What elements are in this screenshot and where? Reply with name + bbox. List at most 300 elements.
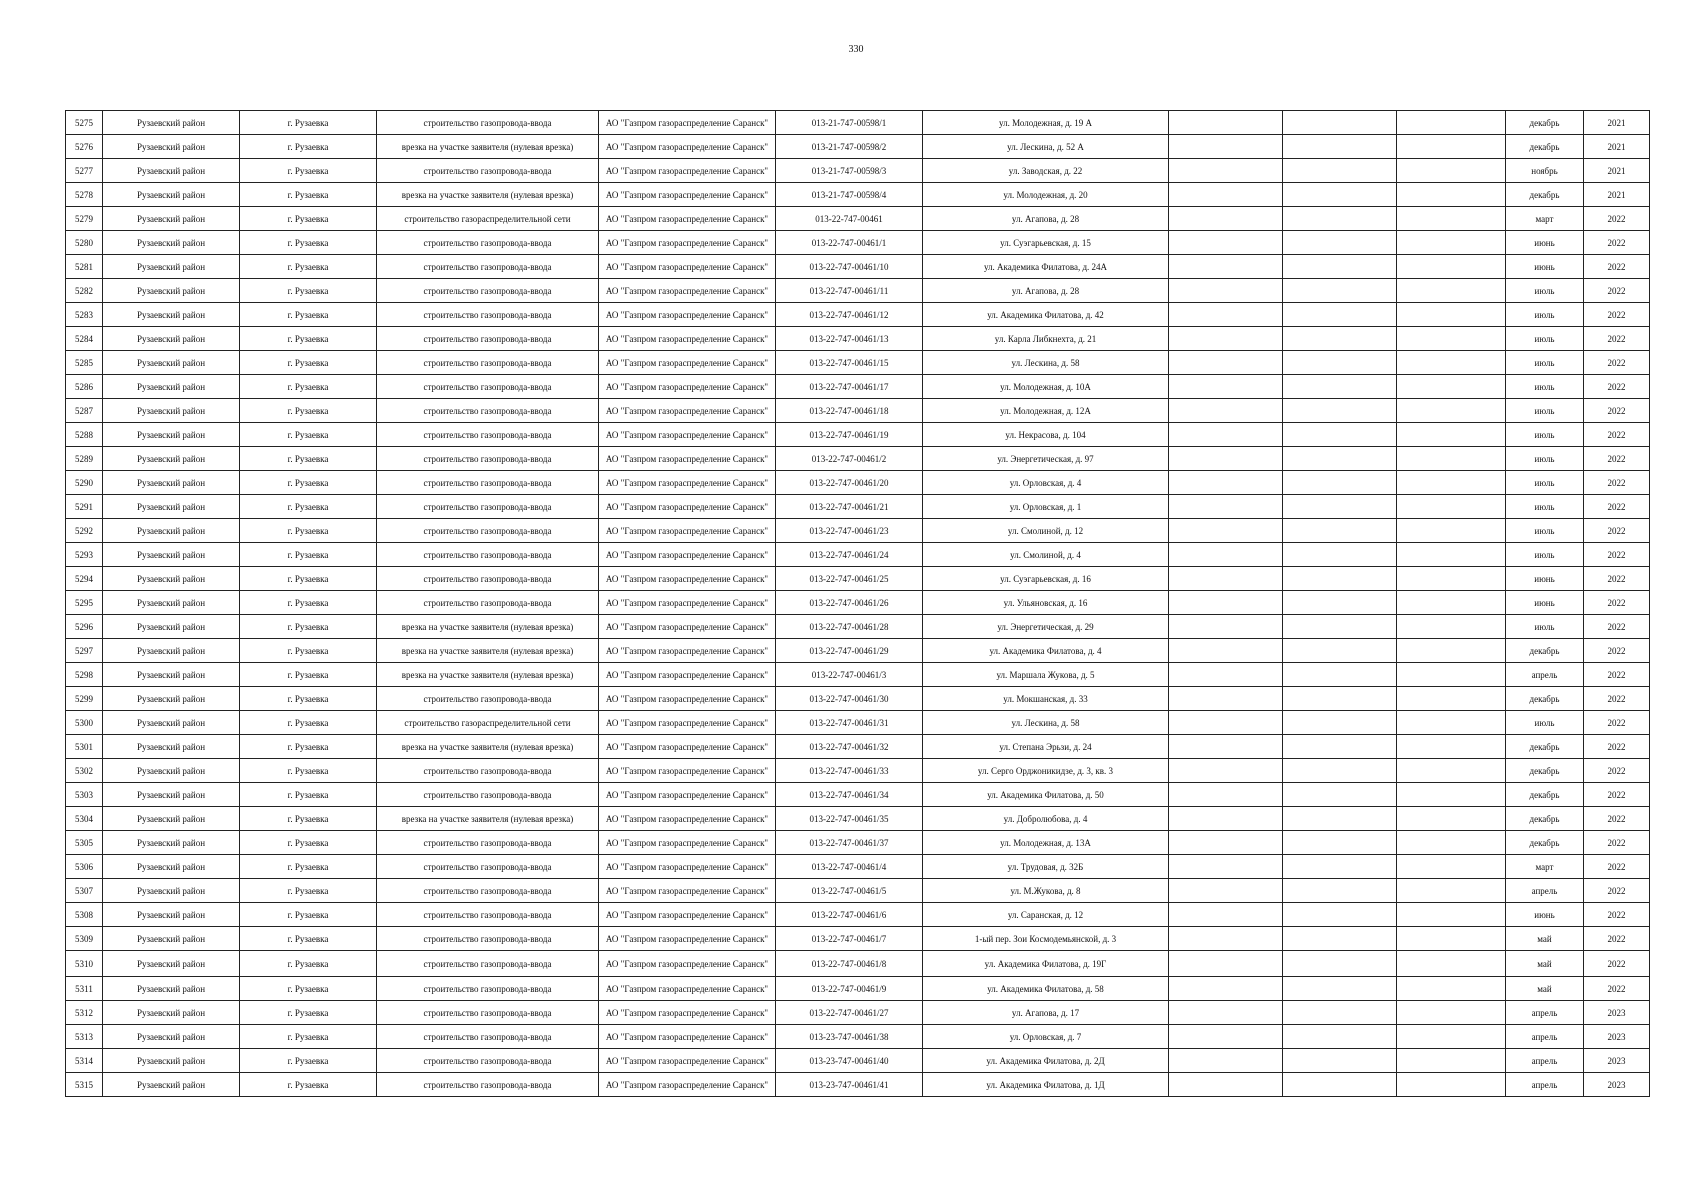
- work-type-cell: строительство газопровода-ввода: [377, 255, 599, 279]
- empty-cell: [1283, 615, 1397, 639]
- month-cell: июнь: [1506, 231, 1584, 255]
- empty-cell: [1283, 351, 1397, 375]
- year-cell: 2022: [1584, 255, 1650, 279]
- application-code-cell: 013-22-747-00461/29: [776, 639, 923, 663]
- application-code-cell: 013-22-747-00461/28: [776, 615, 923, 639]
- town-cell: г. Рузаевка: [240, 423, 377, 447]
- empty-cell: [1397, 977, 1506, 1001]
- address-cell: ул. Орловская, д. 4: [923, 471, 1169, 495]
- year-cell: 2022: [1584, 399, 1650, 423]
- work-type-cell: строительство газопровода-ввода: [377, 783, 599, 807]
- work-type-cell: строительство газопровода-ввода: [377, 1001, 599, 1025]
- town-cell: г. Рузаевка: [240, 687, 377, 711]
- district-cell: Рузаевский район: [103, 519, 240, 543]
- town-cell: г. Рузаевка: [240, 1049, 377, 1073]
- table-row: [66, 111, 1650, 135]
- organization-cell: АО "Газпром газораспределение Саранск": [599, 111, 776, 135]
- row-number-cell: 5277: [66, 159, 103, 183]
- month-cell: июль: [1506, 375, 1584, 399]
- year-cell: 2021: [1584, 111, 1650, 135]
- table-row: [66, 615, 1650, 639]
- empty-cell: [1283, 567, 1397, 591]
- empty-cell: [1283, 735, 1397, 759]
- empty-cell: [1397, 687, 1506, 711]
- address-cell: 1-ый пер. Зои Космодемьянской, д. 3: [923, 927, 1169, 951]
- row-number-cell: 5306: [66, 855, 103, 879]
- row-number-cell: 5305: [66, 831, 103, 855]
- organization-cell: АО "Газпром газораспределение Саранск": [599, 879, 776, 903]
- work-type-cell: строительство газопровода-ввода: [377, 977, 599, 1001]
- organization-cell: АО "Газпром газораспределение Саранск": [599, 447, 776, 471]
- empty-cell: [1283, 1049, 1397, 1073]
- organization-cell: АО "Газпром газораспределение Саранск": [599, 855, 776, 879]
- table-row: [66, 977, 1650, 1001]
- empty-cell: [1169, 951, 1283, 977]
- row-number-cell: 5280: [66, 231, 103, 255]
- application-code-cell: 013-22-747-00461/37: [776, 831, 923, 855]
- month-cell: декабрь: [1506, 831, 1584, 855]
- table-row: [66, 1073, 1650, 1097]
- district-cell: Рузаевский район: [103, 495, 240, 519]
- empty-cell: [1169, 183, 1283, 207]
- town-cell: г. Рузаевка: [240, 903, 377, 927]
- empty-cell: [1283, 519, 1397, 543]
- empty-cell: [1169, 759, 1283, 783]
- work-type-cell: строительство газопровода-ввода: [377, 903, 599, 927]
- address-cell: ул. Молодежная, д. 20: [923, 183, 1169, 207]
- empty-cell: [1397, 351, 1506, 375]
- application-code-cell: 013-22-747-00461/10: [776, 255, 923, 279]
- table-row: [66, 1025, 1650, 1049]
- organization-cell: АО "Газпром газораспределение Саранск": [599, 351, 776, 375]
- empty-cell: [1283, 111, 1397, 135]
- work-type-cell: строительство газопровода-ввода: [377, 327, 599, 351]
- organization-cell: АО "Газпром газораспределение Саранск": [599, 183, 776, 207]
- empty-cell: [1169, 135, 1283, 159]
- application-code-cell: 013-22-747-00461/18: [776, 399, 923, 423]
- empty-cell: [1397, 663, 1506, 687]
- application-code-cell: 013-22-747-00461/25: [776, 567, 923, 591]
- work-type-cell: врезка на участке заявителя (нулевая врезка): [377, 135, 599, 159]
- address-cell: ул. Энергетическая, д. 29: [923, 615, 1169, 639]
- table-row: [66, 639, 1650, 663]
- town-cell: г. Рузаевка: [240, 615, 377, 639]
- organization-cell: АО "Газпром газораспределение Саранск": [599, 1025, 776, 1049]
- empty-cell: [1169, 1001, 1283, 1025]
- district-cell: Рузаевский район: [103, 351, 240, 375]
- work-type-cell: строительство газопровода-ввода: [377, 519, 599, 543]
- row-number-cell: 5310: [66, 951, 103, 977]
- month-cell: март: [1506, 207, 1584, 231]
- table-row: [66, 255, 1650, 279]
- year-cell: 2021: [1584, 159, 1650, 183]
- empty-cell: [1283, 1073, 1397, 1097]
- work-type-cell: строительство газопровода-ввода: [377, 591, 599, 615]
- work-type-cell: врезка на участке заявителя (нулевая врезка): [377, 183, 599, 207]
- organization-cell: АО "Газпром газораспределение Саранск": [599, 303, 776, 327]
- month-cell: июнь: [1506, 903, 1584, 927]
- table-row: [66, 447, 1650, 471]
- year-cell: 2022: [1584, 783, 1650, 807]
- work-type-cell: строительство газопровода-ввода: [377, 927, 599, 951]
- empty-cell: [1397, 183, 1506, 207]
- organization-cell: АО "Газпром газораспределение Саранск": [599, 711, 776, 735]
- organization-cell: АО "Газпром газораспределение Саранск": [599, 399, 776, 423]
- row-number-cell: 5302: [66, 759, 103, 783]
- year-cell: 2022: [1584, 615, 1650, 639]
- empty-cell: [1397, 783, 1506, 807]
- table-row: [66, 951, 1650, 977]
- empty-cell: [1397, 207, 1506, 231]
- empty-cell: [1169, 735, 1283, 759]
- town-cell: г. Рузаевка: [240, 879, 377, 903]
- table-row: [66, 375, 1650, 399]
- work-type-cell: строительство газопровода-ввода: [377, 231, 599, 255]
- empty-cell: [1169, 207, 1283, 231]
- district-cell: Рузаевский район: [103, 447, 240, 471]
- month-cell: июль: [1506, 471, 1584, 495]
- empty-cell: [1283, 903, 1397, 927]
- year-cell: 2022: [1584, 591, 1650, 615]
- address-cell: ул. Агапова, д. 28: [923, 207, 1169, 231]
- empty-cell: [1397, 543, 1506, 567]
- empty-cell: [1169, 471, 1283, 495]
- application-code-cell: 013-21-747-00598/3: [776, 159, 923, 183]
- district-cell: Рузаевский район: [103, 951, 240, 977]
- address-cell: ул. Мокшанская, д. 33: [923, 687, 1169, 711]
- address-cell: ул. Лескина, д. 58: [923, 351, 1169, 375]
- application-code-cell: 013-22-747-00461/32: [776, 735, 923, 759]
- organization-cell: АО "Газпром газораспределение Саранск": [599, 927, 776, 951]
- address-cell: ул. Саранская, д. 12: [923, 903, 1169, 927]
- table-row: [66, 423, 1650, 447]
- year-cell: 2022: [1584, 639, 1650, 663]
- month-cell: май: [1506, 977, 1584, 1001]
- row-number-cell: 5303: [66, 783, 103, 807]
- row-number-cell: 5314: [66, 1049, 103, 1073]
- district-cell: Рузаевский район: [103, 1073, 240, 1097]
- town-cell: г. Рузаевка: [240, 303, 377, 327]
- town-cell: г. Рузаевка: [240, 1073, 377, 1097]
- empty-cell: [1169, 855, 1283, 879]
- empty-cell: [1397, 375, 1506, 399]
- district-cell: Рузаевский район: [103, 759, 240, 783]
- application-code-cell: 013-22-747-00461/7: [776, 927, 923, 951]
- empty-cell: [1397, 111, 1506, 135]
- town-cell: г. Рузаевка: [240, 759, 377, 783]
- work-type-cell: строительство газопровода-ввода: [377, 687, 599, 711]
- year-cell: 2023: [1584, 1025, 1650, 1049]
- application-code-cell: 013-22-747-00461/1: [776, 231, 923, 255]
- year-cell: 2022: [1584, 759, 1650, 783]
- application-code-cell: 013-21-747-00598/1: [776, 111, 923, 135]
- row-number-cell: 5294: [66, 567, 103, 591]
- district-cell: Рузаевский район: [103, 711, 240, 735]
- empty-cell: [1397, 159, 1506, 183]
- empty-cell: [1397, 327, 1506, 351]
- organization-cell: АО "Газпром газораспределение Саранск": [599, 1049, 776, 1073]
- organization-cell: АО "Газпром газораспределение Саранск": [599, 759, 776, 783]
- empty-cell: [1169, 159, 1283, 183]
- district-cell: Рузаевский район: [103, 279, 240, 303]
- row-number-cell: 5278: [66, 183, 103, 207]
- month-cell: июль: [1506, 351, 1584, 375]
- application-code-cell: 013-22-747-00461/35: [776, 807, 923, 831]
- empty-cell: [1283, 543, 1397, 567]
- town-cell: г. Рузаевка: [240, 783, 377, 807]
- work-type-cell: строительство газораспределительной сети: [377, 207, 599, 231]
- application-code-cell: 013-22-747-00461/4: [776, 855, 923, 879]
- month-cell: декабрь: [1506, 111, 1584, 135]
- district-cell: Рузаевский район: [103, 831, 240, 855]
- empty-cell: [1283, 687, 1397, 711]
- row-number-cell: 5290: [66, 471, 103, 495]
- district-cell: Рузаевский район: [103, 423, 240, 447]
- month-cell: июль: [1506, 711, 1584, 735]
- empty-cell: [1397, 927, 1506, 951]
- town-cell: г. Рузаевка: [240, 279, 377, 303]
- district-cell: Рузаевский район: [103, 375, 240, 399]
- empty-cell: [1169, 711, 1283, 735]
- town-cell: г. Рузаевка: [240, 927, 377, 951]
- month-cell: декабрь: [1506, 807, 1584, 831]
- year-cell: 2023: [1584, 1073, 1650, 1097]
- row-number-cell: 5283: [66, 303, 103, 327]
- town-cell: г. Рузаевка: [240, 735, 377, 759]
- work-type-cell: строительство газопровода-ввода: [377, 111, 599, 135]
- address-cell: ул. Агапова, д. 17: [923, 1001, 1169, 1025]
- month-cell: июнь: [1506, 591, 1584, 615]
- empty-cell: [1169, 903, 1283, 927]
- empty-cell: [1283, 279, 1397, 303]
- town-cell: г. Рузаевка: [240, 519, 377, 543]
- application-code-cell: 013-22-747-00461/15: [776, 351, 923, 375]
- address-cell: ул. Суэгарьевская, д. 16: [923, 567, 1169, 591]
- empty-cell: [1397, 135, 1506, 159]
- year-cell: 2022: [1584, 375, 1650, 399]
- district-cell: Рузаевский район: [103, 615, 240, 639]
- table-row: [66, 903, 1650, 927]
- empty-cell: [1397, 639, 1506, 663]
- registry-body: [66, 111, 1650, 1097]
- year-cell: 2022: [1584, 927, 1650, 951]
- month-cell: июль: [1506, 615, 1584, 639]
- town-cell: г. Рузаевка: [240, 447, 377, 471]
- empty-cell: [1397, 447, 1506, 471]
- month-cell: декабрь: [1506, 135, 1584, 159]
- month-cell: декабрь: [1506, 759, 1584, 783]
- row-number-cell: 5288: [66, 423, 103, 447]
- empty-cell: [1283, 879, 1397, 903]
- address-cell: ул. Академика Филатова, д. 2Д: [923, 1049, 1169, 1073]
- application-code-cell: 013-22-747-00461/3: [776, 663, 923, 687]
- table-row: [66, 159, 1650, 183]
- empty-cell: [1397, 471, 1506, 495]
- work-type-cell: строительство газораспределительной сети: [377, 711, 599, 735]
- organization-cell: АО "Газпром газораспределение Саранск": [599, 519, 776, 543]
- empty-cell: [1169, 567, 1283, 591]
- address-cell: ул. Академика Филатова, д. 19Г: [923, 951, 1169, 977]
- year-cell: 2022: [1584, 351, 1650, 375]
- application-code-cell: 013-22-747-00461: [776, 207, 923, 231]
- month-cell: декабрь: [1506, 783, 1584, 807]
- empty-cell: [1397, 735, 1506, 759]
- month-cell: июль: [1506, 279, 1584, 303]
- empty-cell: [1397, 1001, 1506, 1025]
- address-cell: ул. Смолиной, д. 12: [923, 519, 1169, 543]
- work-type-cell: врезка на участке заявителя (нулевая врезка): [377, 807, 599, 831]
- empty-cell: [1169, 519, 1283, 543]
- empty-cell: [1283, 807, 1397, 831]
- page-number: 330: [848, 44, 864, 55]
- district-cell: Рузаевский район: [103, 231, 240, 255]
- empty-cell: [1169, 783, 1283, 807]
- year-cell: 2022: [1584, 951, 1650, 977]
- organization-cell: АО "Газпром газораспределение Саранск": [599, 615, 776, 639]
- month-cell: июнь: [1506, 255, 1584, 279]
- work-type-cell: строительство газопровода-ввода: [377, 879, 599, 903]
- application-code-cell: 013-22-747-00461/5: [776, 879, 923, 903]
- organization-cell: АО "Газпром газораспределение Саранск": [599, 255, 776, 279]
- address-cell: ул. Академика Филатова, д. 4: [923, 639, 1169, 663]
- empty-cell: [1283, 399, 1397, 423]
- address-cell: ул. Заводская, д. 22: [923, 159, 1169, 183]
- month-cell: декабрь: [1506, 183, 1584, 207]
- table-row: [66, 591, 1650, 615]
- address-cell: ул. Карла Либкнехта, д. 21: [923, 327, 1169, 351]
- year-cell: 2022: [1584, 495, 1650, 519]
- month-cell: июль: [1506, 495, 1584, 519]
- application-code-cell: 013-22-747-00461/6: [776, 903, 923, 927]
- application-code-cell: 013-22-747-00461/21: [776, 495, 923, 519]
- town-cell: г. Рузаевка: [240, 207, 377, 231]
- town-cell: г. Рузаевка: [240, 111, 377, 135]
- work-type-cell: строительство газопровода-ввода: [377, 375, 599, 399]
- empty-cell: [1169, 255, 1283, 279]
- empty-cell: [1283, 977, 1397, 1001]
- empty-cell: [1397, 615, 1506, 639]
- organization-cell: АО "Газпром газораспределение Саранск": [599, 279, 776, 303]
- row-number-cell: 5285: [66, 351, 103, 375]
- empty-cell: [1397, 759, 1506, 783]
- row-number-cell: 5291: [66, 495, 103, 519]
- town-cell: г. Рузаевка: [240, 977, 377, 1001]
- empty-cell: [1169, 977, 1283, 1001]
- empty-cell: [1397, 1049, 1506, 1073]
- empty-cell: [1397, 1073, 1506, 1097]
- application-code-cell: 013-22-747-00461/17: [776, 375, 923, 399]
- month-cell: июль: [1506, 423, 1584, 447]
- district-cell: Рузаевский район: [103, 977, 240, 1001]
- organization-cell: АО "Газпром газораспределение Саранск": [599, 231, 776, 255]
- empty-cell: [1397, 495, 1506, 519]
- row-number-cell: 5282: [66, 279, 103, 303]
- organization-cell: АО "Газпром газораспределение Саранск": [599, 423, 776, 447]
- address-cell: ул. Академика Филатова, д. 50: [923, 783, 1169, 807]
- row-number-cell: 5313: [66, 1025, 103, 1049]
- address-cell: ул. Смолиной, д. 4: [923, 543, 1169, 567]
- empty-cell: [1397, 423, 1506, 447]
- year-cell: 2022: [1584, 831, 1650, 855]
- town-cell: г. Рузаевка: [240, 855, 377, 879]
- district-cell: Рузаевский район: [103, 111, 240, 135]
- empty-cell: [1397, 831, 1506, 855]
- organization-cell: АО "Газпром газораспределение Саранск": [599, 543, 776, 567]
- work-type-cell: врезка на участке заявителя (нулевая врезка): [377, 615, 599, 639]
- empty-cell: [1283, 639, 1397, 663]
- table-row: [66, 471, 1650, 495]
- table-row: [66, 135, 1650, 159]
- table-row: [66, 1049, 1650, 1073]
- organization-cell: АО "Газпром газораспределение Саранск": [599, 903, 776, 927]
- organization-cell: АО "Газпром газораспределение Саранск": [599, 207, 776, 231]
- empty-cell: [1283, 159, 1397, 183]
- table-row: [66, 279, 1650, 303]
- year-cell: 2022: [1584, 855, 1650, 879]
- registry-table: [65, 110, 1650, 1097]
- application-code-cell: 013-23-747-00461/41: [776, 1073, 923, 1097]
- empty-cell: [1169, 591, 1283, 615]
- year-cell: 2022: [1584, 903, 1650, 927]
- application-code-cell: 013-22-747-00461/20: [776, 471, 923, 495]
- table-row: [66, 1001, 1650, 1025]
- address-cell: ул. Агапова, д. 28: [923, 279, 1169, 303]
- address-cell: ул. Академика Филатова, д. 58: [923, 977, 1169, 1001]
- empty-cell: [1397, 807, 1506, 831]
- district-cell: Рузаевский район: [103, 735, 240, 759]
- organization-cell: АО "Газпром газораспределение Саранск": [599, 327, 776, 351]
- row-number-cell: 5297: [66, 639, 103, 663]
- address-cell: ул. Некрасова, д. 104: [923, 423, 1169, 447]
- address-cell: ул. Суэгарьевская, д. 15: [923, 231, 1169, 255]
- work-type-cell: строительство газопровода-ввода: [377, 543, 599, 567]
- work-type-cell: строительство газопровода-ввода: [377, 759, 599, 783]
- empty-cell: [1283, 783, 1397, 807]
- organization-cell: АО "Газпром газораспределение Саранск": [599, 735, 776, 759]
- table-row: [66, 687, 1650, 711]
- empty-cell: [1283, 927, 1397, 951]
- empty-cell: [1283, 759, 1397, 783]
- empty-cell: [1169, 687, 1283, 711]
- month-cell: июль: [1506, 399, 1584, 423]
- empty-cell: [1283, 231, 1397, 255]
- table-row: [66, 183, 1650, 207]
- empty-cell: [1283, 1001, 1397, 1025]
- application-code-cell: 013-22-747-00461/8: [776, 951, 923, 977]
- town-cell: г. Рузаевка: [240, 135, 377, 159]
- month-cell: май: [1506, 951, 1584, 977]
- town-cell: г. Рузаевка: [240, 351, 377, 375]
- month-cell: апрель: [1506, 663, 1584, 687]
- application-code-cell: 013-22-747-00461/34: [776, 783, 923, 807]
- district-cell: Рузаевский район: [103, 639, 240, 663]
- work-type-cell: строительство газопровода-ввода: [377, 303, 599, 327]
- month-cell: июль: [1506, 519, 1584, 543]
- table-row: [66, 303, 1650, 327]
- year-cell: 2021: [1584, 135, 1650, 159]
- table-row: [66, 495, 1650, 519]
- empty-cell: [1397, 231, 1506, 255]
- empty-cell: [1169, 423, 1283, 447]
- row-number-cell: 5298: [66, 663, 103, 687]
- month-cell: апрель: [1506, 1001, 1584, 1025]
- application-code-cell: 013-22-747-00461/23: [776, 519, 923, 543]
- town-cell: г. Рузаевка: [240, 543, 377, 567]
- district-cell: Рузаевский район: [103, 471, 240, 495]
- organization-cell: АО "Газпром газораспределение Саранск": [599, 807, 776, 831]
- empty-cell: [1169, 831, 1283, 855]
- address-cell: ул. Молодежная, д. 10А: [923, 375, 1169, 399]
